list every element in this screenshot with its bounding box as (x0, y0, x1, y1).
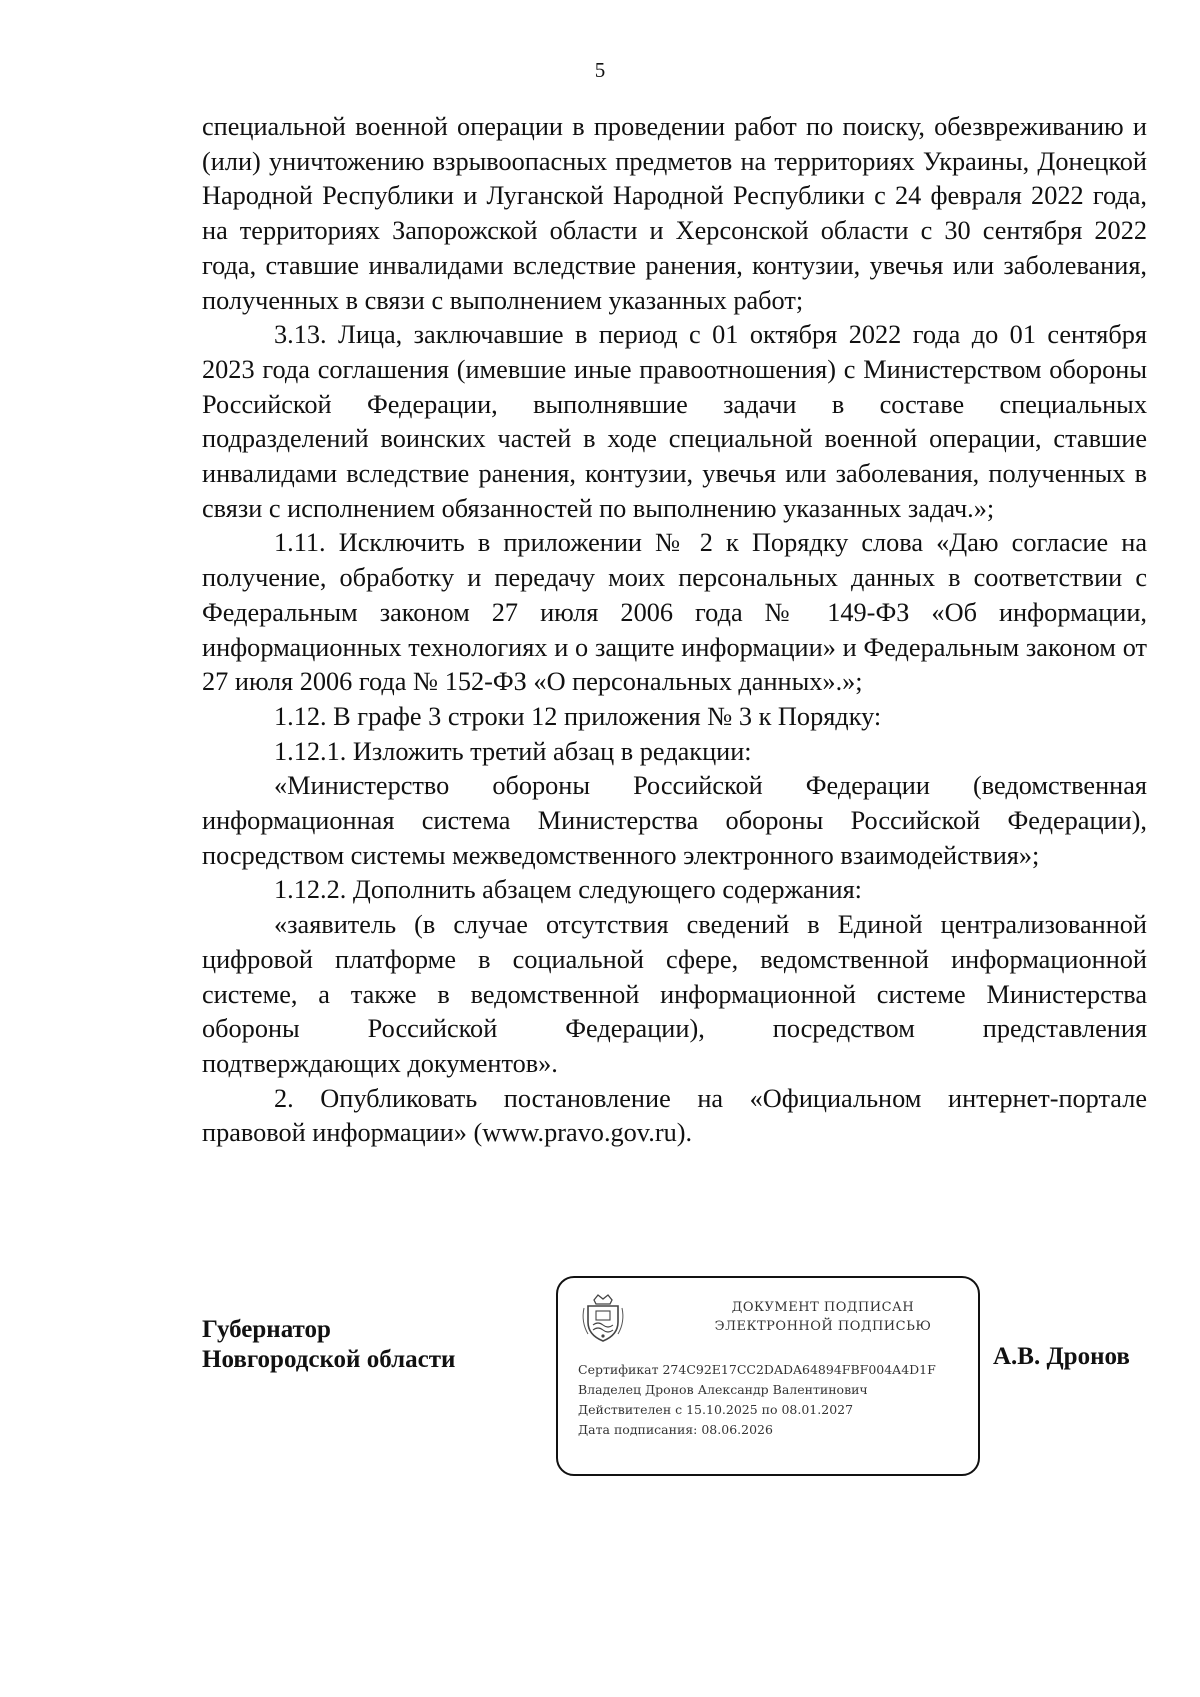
paragraph-item-3-13: 3.13. Лица, заключавшие в период с 01 октября 2022 года до 01 сентября 2023 года соглашения (имевшие иные правоотношения) с Министерством обороны Российской Федерации, выполнявшие задачи в составе специальных подразделений воинских частей в ходе специальной военной операции, ставшие инвалидами вследствие ранения, контузии, увечья или заболевания, полученных в связи с исполнением обязанностей по выполнению указанных задач.»; (202, 320, 1147, 523)
paragraph-item-2: 2. Опубликовать постановление на «Официальном интернет-портале правовой информации» (www.pravo.gov.ru). (202, 1083, 1147, 1148)
stamp-heading-line1: ДОКУМЕНТ ПОДПИСАН (731, 1300, 915, 1315)
stamp-details (578, 1360, 978, 1440)
stamp-validity: Действителен с 15.10.2025 по 08.01.2027 (578, 1402, 854, 1417)
paragraph-quote-ministry: «Министерство обороны Российской Федерации (ведомственная информационная система Министерства обороны Российской Федерации), посредством системы межведомственного электронного взаимодействия»; (202, 771, 1147, 870)
stamp-certificate: Сертификат 274C92E17CC2DADA64894FBF004A4D1F (578, 1362, 936, 1377)
signer-title (202, 1315, 455, 1375)
signer-name: А.В. Дронов (993, 1343, 1130, 1370)
paragraph-item-1-12: 1.12. В графе 3 строки 12 приложения № 3 к Порядку: (274, 701, 882, 731)
paragraph-quote-applicant: «заявитель (в случае отсутствия сведений в Единой централизованной цифровой платформе в социальной сфере, ведомственной информационной системе, а также в ведомственной информационной системе Министерства обороны Российской Федерации), посредством представления (202, 910, 1147, 1044)
stamp-heading-line2: ЭЛЕКТРОННОЙ ПОДПИСЬЮ (714, 1319, 932, 1334)
stamp-heading (678, 1298, 968, 1336)
signer-title-line2: Новгородской области (202, 1346, 456, 1373)
signer-title-line1: Губернатор (202, 1316, 331, 1343)
stamp-sign-date: Дата подписания: 08.06.2026 (578, 1422, 773, 1437)
electronic-signature-stamp (556, 1276, 980, 1476)
paragraph-continuation: специальной военной операции в проведении работ по поиску, обезвреживанию и (или) уничтожению взрывоопасных предметов на территориях Украины, Донецкой Народной Республики и Луганской Народной Республики с 24 февраля 2022 года, на территориях Запорожской области и Херсонской области с 30 сентября 2022 года, ставшие инвалидами вследствие ранения, контузии, увечья или заболевания, полученных в связи с выполнением указанных работ; (202, 112, 1147, 315)
paragraph-item-1-11: 1.11. Исключить в приложении № 2 к Порядку слова «Даю согласие на получение, обработку и передачу моих персональных данных в соответствии с Федеральным законом 27 июля 2006 года № 149-ФЗ «Об информации, информационных технологиях и о защите информации» и Федеральным законом от 27 июля 2006 года № 152-ФЗ «О персональных данных».»; (202, 528, 1147, 697)
page-number: 5 (594, 58, 606, 82)
paragraph-quote-applicant-end: подтверждающих документов». (202, 1048, 558, 1078)
novgorod-coat-of-arms-icon (580, 1292, 626, 1344)
document-body (202, 110, 1147, 1151)
paragraph-item-1-12-1: 1.12.1. Изложить третий абзац в редакции: (274, 736, 752, 766)
paragraph-item-1-12-2: 1.12.2. Дополнить абзацем следующего содержания: (274, 875, 862, 905)
stamp-owner: Владелец Дронов Александр Валентинович (578, 1382, 868, 1397)
